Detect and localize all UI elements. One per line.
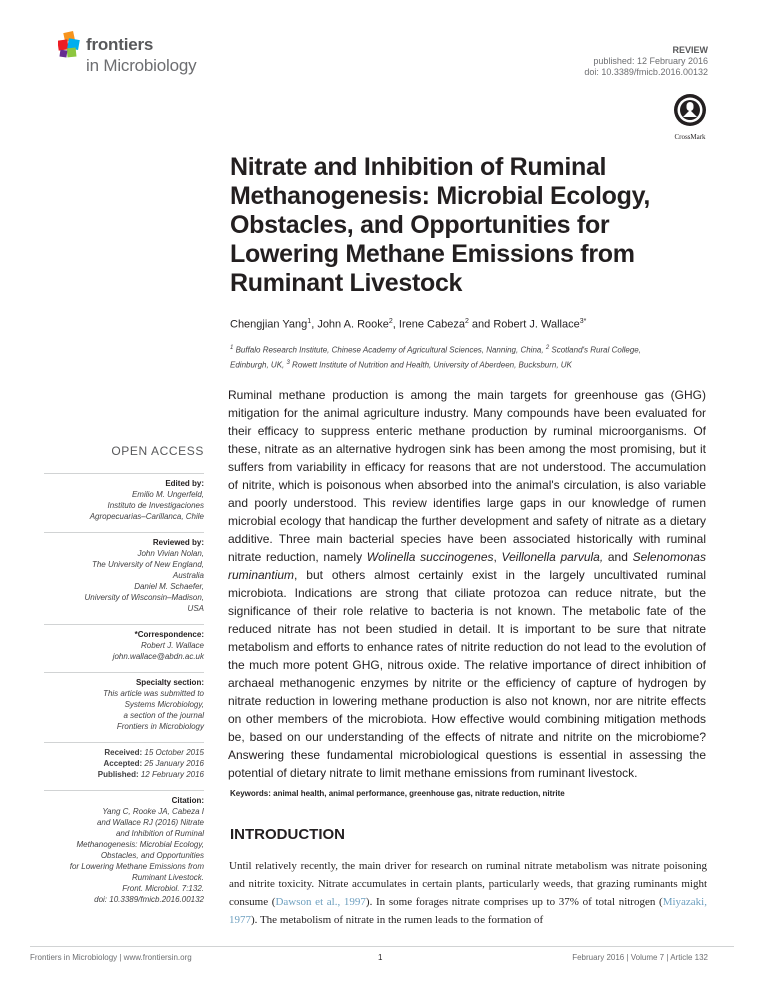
page-number: 1 [378, 953, 383, 962]
affiliation-text: Buffalo Research Institute, Chinese Academy of Agricultural Sciences, Nanning, China, [233, 345, 546, 355]
reviewer-line: USA [187, 604, 204, 613]
affiliation-marker: 3* [579, 318, 587, 325]
logo-journal-text: in Microbiology [86, 56, 197, 75]
correspondence-block [4, 629, 204, 662]
correspondence-email[interactable]: john.wallace@abdn.ac.uk [112, 652, 204, 661]
dates-block [4, 747, 204, 780]
species-name: Selenomonas ruminantium [228, 550, 706, 582]
affiliations [230, 342, 680, 371]
article-sidebar [4, 446, 204, 915]
sidebar-divider [44, 672, 204, 673]
author-name[interactable]: Robert J. Wallace [493, 318, 580, 331]
crossmark-label: CrossMark [674, 133, 706, 141]
correspondence-label: *Correspondence: [134, 630, 204, 639]
specialty-label: Specialty section: [135, 678, 204, 687]
open-access-label: OPEN ACCESS [111, 444, 204, 458]
abstract-text: , [493, 550, 502, 564]
article-title [230, 153, 730, 298]
crossmark-badge[interactable] [668, 93, 712, 141]
accepted-value: 25 January 2016 [142, 759, 204, 768]
specialty-line: a section of the journal [123, 711, 204, 720]
sidebar-divider [44, 790, 204, 791]
abstract [228, 386, 706, 782]
reference-link[interactable]: Miyazaki, 1977 [229, 896, 707, 926]
sidebar-divider [44, 742, 204, 743]
title-line: Lowering Methane Emissions from [230, 240, 635, 268]
doi-link[interactable]: doi: 10.3389/fmicb.2016.00132 [584, 67, 708, 77]
edited-by-label: Edited by: [165, 479, 204, 488]
reviewer-line[interactable]: John Vivian Nolan, [137, 549, 204, 558]
author-name[interactable]: Irene Cabeza [398, 318, 465, 331]
affiliation-text: Scotland's Rural College, [549, 345, 641, 355]
reviewed-by-block [4, 537, 204, 614]
footer-issue-info: February 2016 | Volume 7 | Article 132 [572, 953, 708, 962]
title-line: Methanogenesis: Microbial Ecology, [230, 182, 650, 210]
citation-line: for Lowering Methane Emissions from [69, 862, 204, 871]
accepted-label: Accepted: [103, 759, 143, 768]
keywords: Keywords: animal health, animal performance, greenhouse gas, nitrate reduction, nitrite [230, 789, 565, 798]
species-name: Veillonella parvula, [501, 550, 604, 564]
author-separator: , [311, 318, 318, 331]
accepted-date [4, 758, 204, 769]
citation-line: Yang C, Rooke JA, Cabeza I [102, 807, 204, 816]
correspondence-name: Robert J. Wallace [141, 641, 204, 650]
affiliation-number: 2 [545, 345, 550, 351]
reviewer-line: The University of New England, [91, 560, 204, 569]
editor-line[interactable]: Emilio M. Ungerfeld, [131, 490, 204, 499]
citation-label: Citation: [171, 796, 204, 805]
specialty-line: Systems Microbiology, [124, 700, 204, 709]
section-heading-introduction: INTRODUCTION [230, 826, 345, 843]
affiliation-text: Rowett Institute of Nutrition and Health, University of Aberdeen, Bucksburn, UK [289, 360, 572, 370]
citation-block [4, 795, 204, 905]
footer-journal-link[interactable]: Frontiers in Microbiology | www.frontiersin.org [30, 953, 192, 962]
published-value: 12 February 2016 [138, 770, 204, 779]
published-label: Published: [97, 770, 139, 779]
author-list [230, 318, 730, 331]
specialty-line: This article was submitted to [103, 689, 204, 698]
affiliation-line [230, 342, 680, 357]
affiliation-marker: 2 [388, 318, 393, 325]
citation-line: Front. Microbiol. 7:132. [122, 884, 204, 893]
journal-logo [58, 30, 218, 80]
affiliation-marker: 1 [307, 318, 312, 325]
abstract-text: Ruminal methane production is among the main targets for greenhouse gas (GHG) mitigation for the animal agriculture industry. Many compounds have been evaluated for their efficacy to suppress enteric methane production by ruminal microorganisms. Of these, nitrate as an alternative hydrogen sink has been among the most promising, but it suffers from variability in efficacy for reasons that are not understood. The accumulation of nitrite, which is poisonous when absorbed into the animal's circulation, is also variable and poorly understood. This review identifies large gaps in our knowledge of rumen microbial ecology that handicap the further development and safety of nitrate as a dietary additive. Three main bacterial species have been associated historically with ruminal nitrate reduction, namely [228, 388, 706, 564]
citation-line: Obstacles, and Opportunities [100, 851, 204, 860]
body-text: Until relatively recently, the main driver for research on ruminal nitrate metabolism was nitrate poisoning and nitrite toxicity. Nitrate accumulates in certain plants, particularly weeds, that grazing ruminants might consume ( [229, 860, 707, 908]
specialty-line: Frontiers in Microbiology [116, 722, 204, 731]
title-line: Ruminant Livestock [230, 269, 463, 297]
title-line: Obstacles, and Opportunities for [230, 211, 610, 239]
published-date: published: 12 February 2016 [593, 56, 708, 66]
published-date-side [4, 769, 204, 780]
citation-line: Methanogenesis: Microbial Ecology, [76, 840, 204, 849]
edited-by-block [4, 478, 204, 522]
author-name[interactable]: Chengjian Yang [230, 318, 308, 331]
crossmark-icon [673, 93, 707, 127]
sidebar-divider [44, 532, 204, 533]
author-name[interactable]: John A. Rooke [317, 318, 389, 331]
citation-doi[interactable]: doi: 10.3389/fmicb.2016.00132 [94, 895, 204, 904]
affiliation-line [230, 357, 680, 372]
body-text: ). The metabolism of nitrate in the rumen leads to the formation of [251, 914, 544, 926]
publication-info [584, 45, 708, 78]
frontiers-logo-icon [58, 30, 84, 60]
footer-divider [30, 946, 734, 947]
reviewer-line: University of Wisconsin–Madison, [84, 593, 204, 602]
specialty-block [4, 677, 204, 732]
reviewed-by-label: Reviewed by: [152, 538, 204, 547]
author-separator: and [468, 318, 494, 331]
citation-line: Ruminant Livestock. [131, 873, 204, 882]
received-label: Received: [104, 748, 143, 757]
title-line: Nitrate and Inhibition of Ruminal [230, 153, 607, 181]
sidebar-divider [44, 473, 204, 474]
affiliation-number: 1 [230, 345, 234, 351]
citation-line: and Inhibition of Ruminal [115, 829, 204, 838]
affiliation-text: Edinburgh, UK, [230, 360, 287, 370]
abstract-text: and [603, 550, 633, 564]
abstract-text: , but others almost certainly exist in the largely uncultivated ruminal microbiota. Indications are strong that ciliate protozoa can reduce nitrate, but the significance of their role relative to bacteria is not known. The metabolic fate of the reduced nitrate has not been studied in detail. It is important to be sure that nitrate metabolism and efforts to enhance rates of nitrite reduction do not lead to the evolution of the much more potent GHG, nitrous oxide. The relative importance of direct inhibition of archaeal methanogenic enzymes by nitrite or the efficiency of capture of hydrogen by nitrate reduction in lowering methane production is also not known, nor are nitrite effects on other members of the microbiota. How effective would combining mitigation methods be, based on our understanding of the effects of nitrate and nitrite on the microbiome? Answering these fundamental microbiological questions is essential in assessing the potential of dietary nitrate to limit methane emissions from ruminant livestock. [228, 568, 706, 780]
reference-link[interactable]: Dawson et al., 1997 [275, 896, 366, 908]
article-type: REVIEW [672, 45, 708, 55]
sidebar-divider [44, 624, 204, 625]
affiliation-marker: 2 [464, 318, 469, 325]
introduction-text [229, 857, 707, 929]
affiliation-number: 3 [286, 359, 290, 366]
reviewer-line[interactable]: Daniel M. Schaefer, [134, 582, 204, 591]
reviewer-line: Australia [172, 571, 204, 580]
logo-brand-text: frontiers [86, 35, 154, 54]
received-value: 15 October 2015 [142, 748, 204, 757]
body-text: ). In some forages nitrate comprises up to 37% of total nitrogen ( [365, 896, 663, 908]
received-date [4, 747, 204, 758]
editor-line: Instituto de Investigaciones [107, 501, 204, 510]
species-name: Wolinella succinogenes [366, 550, 494, 564]
editor-line: Agropecuarias–Carillanca, Chile [89, 512, 204, 521]
author-separator: , [392, 318, 399, 331]
citation-line: and Wallace RJ (2016) Nitrate [96, 818, 204, 827]
